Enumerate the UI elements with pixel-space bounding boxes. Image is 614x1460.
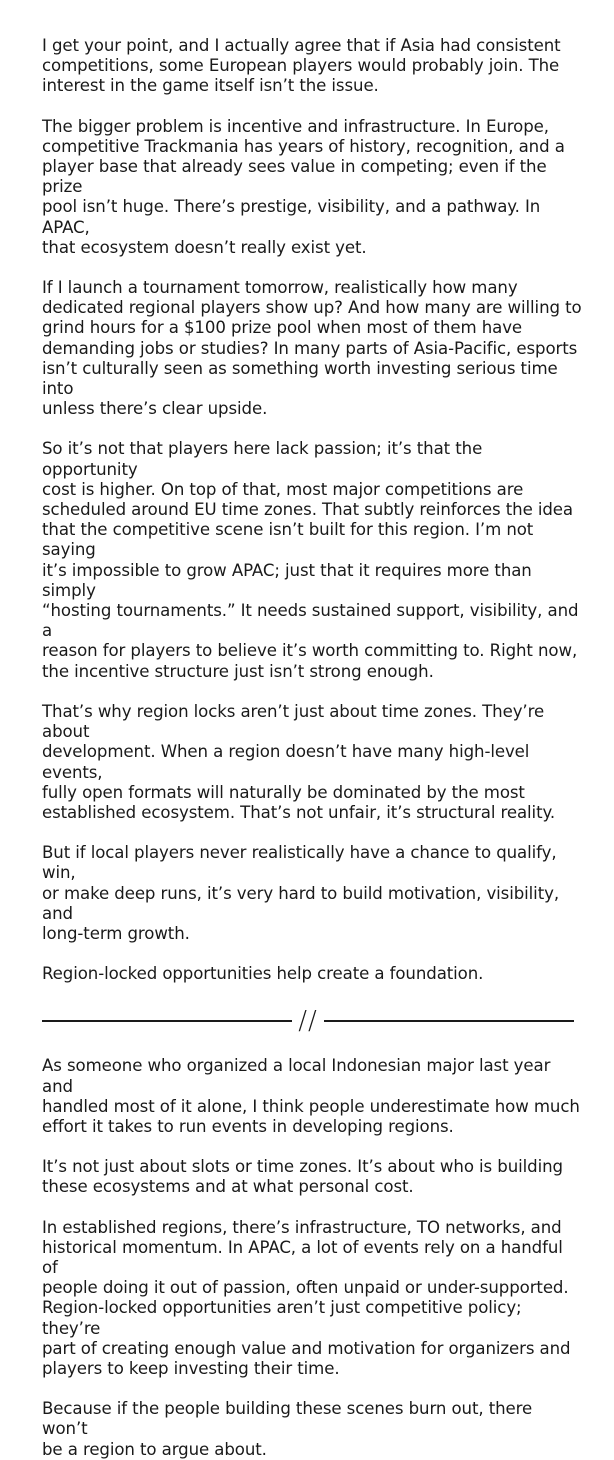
document-body <box>42 36 582 1460</box>
paragraph-burn-out: Because if the people building these scenes burn out, there won’t be a region to argue about. <box>42 1399 533 1459</box>
divider-line-right <box>324 1020 574 1022</box>
paragraph-opportunity-cost: So it’s not that players here lack passion; it’s that the opportunity cost is higher. On top of that, most major competitions are scheduled around EU time zones. That subtly reinforces the idea that the competitive scene isn’t built for this region. I’m not saying it’s impossible to grow APAC; just that it requires more than simply “hosting tournaments.” It needs sustained support, visibility, and a reason for players to believe it’s worth committing to. Right now, the incentive structure just isn’t strong enough. <box>42 439 579 681</box>
paragraph-foundation: Region-locked opportunities help create a foundation. <box>42 964 484 984</box>
divider-mark: // <box>298 1006 318 1037</box>
paragraph-local-players: But if local players never realistically have a chance to qualify, win, or make deep runs, it’s very hard to build motivation, visibility, and long-term growth. <box>42 843 559 943</box>
paragraph-incentive-infrastructure: The bigger problem is incentive and infrastructure. In Europe, competitive Trackmania has years of history, recognition, and a player base that already sees value in competing; even if the prize pool isn’t huge. There’s prestige, visibility, and a pathway. In APAC, that ecosystem doesn’t really exist yet. <box>42 116 565 257</box>
paragraph-established-regions: In established regions, there’s infrastructure, TO networks, and historical momentum. In APAC, a lot of events rely on a handful of people doing it out of passion, often unpaid or under-supported. Region-locked opportunities aren’t just competitive policy; they’re part of creating enough value and motivation for organizers and players to keep investing their time. <box>42 1217 571 1378</box>
paragraph-slots: It’s not just about slots or time zones. It’s about who is building these ecosystems and at what personal cost. <box>42 1157 563 1197</box>
paragraph-organizer: As someone who organized a local Indonesian major last year and handled most of it alone, I think people underestimate how much effort it takes to run events in developing regions. <box>42 1056 580 1136</box>
paragraph-region-locks: That’s why region locks aren’t just about time zones. They’re about development. When a region doesn’t have many high-level events, fully open formats will naturally be dominated by the most established ecosystem. That’s not unfair, it’s structural reality. <box>42 701 555 822</box>
paragraph-agree: I get your point, and I actually agree that if Asia had consistent competitions, some European players would probably join. The interest in the game itself isn’t the issue. <box>42 36 561 96</box>
section-divider <box>42 1006 574 1037</box>
divider-line-left <box>42 1020 292 1022</box>
paragraph-tournament-tomorrow: If I launch a tournament tomorrow, realistically how many dedicated regional players show up? And how many are willing to grind hours for a $100 prize pool when most of them have demanding jobs or studies? In many parts of Asia-Pacific, esports isn’t culturally seen as something worth investing serious time into unless there’s clear upside. <box>42 278 582 419</box>
